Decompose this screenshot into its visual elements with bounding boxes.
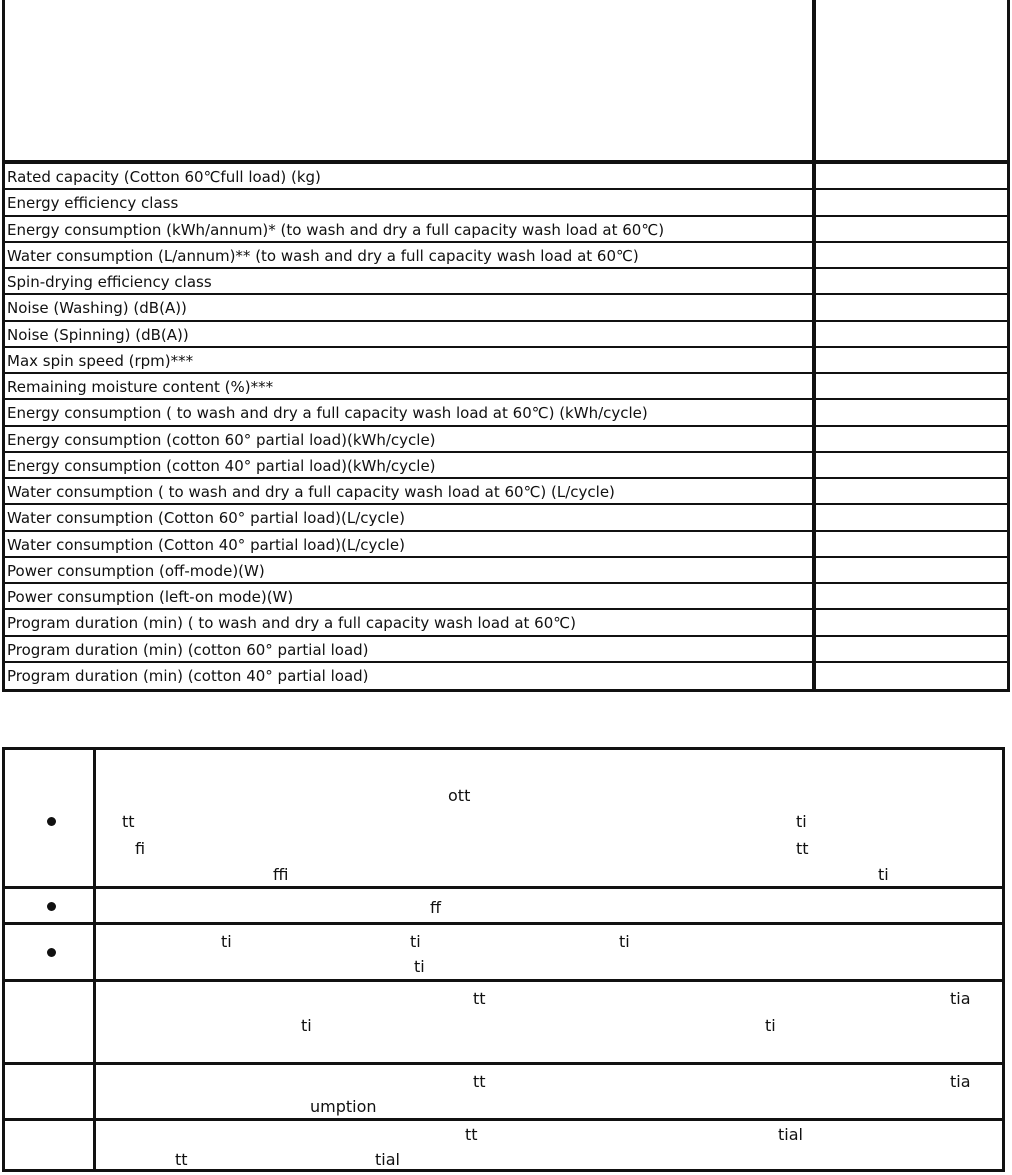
spec-label: Energy consumption (cotton 60° partial load)(kWh/cycle) [7,430,436,449]
note-fragment: ti [410,932,421,951]
note-row [5,925,1002,982]
spec-label: Water consumption ( to wash and dry a full capacity wash load at 60℃) (L/cycle) [7,483,615,501]
spec-label: Remaining moisture content (%)*** [7,378,274,396]
spec-label: Power consumption (left-on mode)(W) [7,588,294,606]
spec-row [2,400,1010,426]
note-fragment: ti [301,1016,312,1035]
spec-row [2,243,1010,269]
note-fragment: ff [430,898,442,917]
spec-label: Energy consumption (cotton 40° partial load)(kWh/cycle) [7,456,436,475]
bullet-icon [47,817,56,826]
spec-row [2,610,1010,636]
spec-row [2,637,1010,663]
spec-row [2,164,1010,190]
spec-label: Energy consumption ( to wash and dry a full capacity wash load at 60℃) (kWh/cycle) [7,404,648,423]
spec-row [2,217,1010,243]
spec-label: Max spin speed (rpm)*** [7,351,194,370]
bullet-icon [47,948,56,957]
spec-label: Rated capacity (Cotton 60℃full load) (kg) [7,168,321,186]
spec-row [2,584,1010,610]
spec-row [2,479,1010,505]
spec-row [2,453,1010,479]
note-fragment: ti [878,865,889,884]
spec-label: Energy consumption (kWh/annum)* (to wash and dry a full capacity wash load at 60℃) [7,220,665,239]
spec-rows [2,164,1010,689]
spec-row [2,558,1010,584]
spec-row [2,269,1010,295]
spec-label: Power consumption (off-mode)(W) [7,561,265,580]
note-fragment: ti [619,932,630,951]
spec-row [2,505,1010,531]
note-fragment: umption [310,1097,377,1116]
spec-row [2,295,1010,321]
note-row [5,750,1002,889]
note-fragment: tt [473,989,486,1008]
spec-label: Noise (Spinning) (dB(A)) [7,325,189,344]
spec-label: Water consumption (Cotton 60° partial load)(L/cycle) [7,509,405,528]
spec-row [2,190,1010,216]
spec-table [2,0,1010,692]
spec-label: Noise (Washing) (dB(A)) [7,299,187,318]
bullet-icon [47,902,56,911]
spec-label: Water consumption (Cotton 40° partial load)(L/cycle) [7,535,405,554]
spec-row [2,663,1010,689]
note-fragment: tt [473,1072,486,1091]
note-fragment: tia [950,989,971,1008]
spec-row [2,374,1010,400]
note-fragment: ffi [273,865,289,884]
note-fragment: tt [122,812,135,831]
note-row [5,1065,1002,1121]
spec-row [2,348,1010,374]
spec-label: Energy efficiency class [7,194,179,213]
note-row [5,1121,1002,1169]
note-row [5,982,1002,1065]
spec-row [2,532,1010,558]
note-fragment: tia [950,1072,971,1091]
note-fragment: ott [448,786,471,805]
note-fragment: ti [221,932,232,951]
spec-label: Program duration (min) ( to wash and dry a full capacity wash load at 60℃) [7,614,576,633]
note-fragment: tt [465,1125,478,1144]
note-fragment: ti [414,957,425,976]
spec-row [2,322,1010,348]
spec-label: Program duration (min) (cotton 60° partial load) [7,640,369,659]
spec-value-column-divider [812,0,816,692]
notes-table [2,747,1005,1172]
spec-label: Program duration (min) (cotton 40° partial load) [7,666,369,685]
note-fragment: ti [765,1016,776,1035]
note-fragment: tt [796,839,809,858]
note-row [5,889,1002,925]
note-fragment: tial [778,1125,803,1144]
note-fragment: fi [135,839,146,858]
note-fragment: ti [796,812,807,831]
note-fragment: tt [175,1150,188,1169]
spec-label: Spin-drying efficiency class [7,273,212,291]
note-fragment: tial [375,1150,400,1169]
spec-row [2,427,1010,453]
spec-label: Water consumption (L/annum)** (to wash and dry a full capacity wash load at 60℃) [7,246,639,265]
